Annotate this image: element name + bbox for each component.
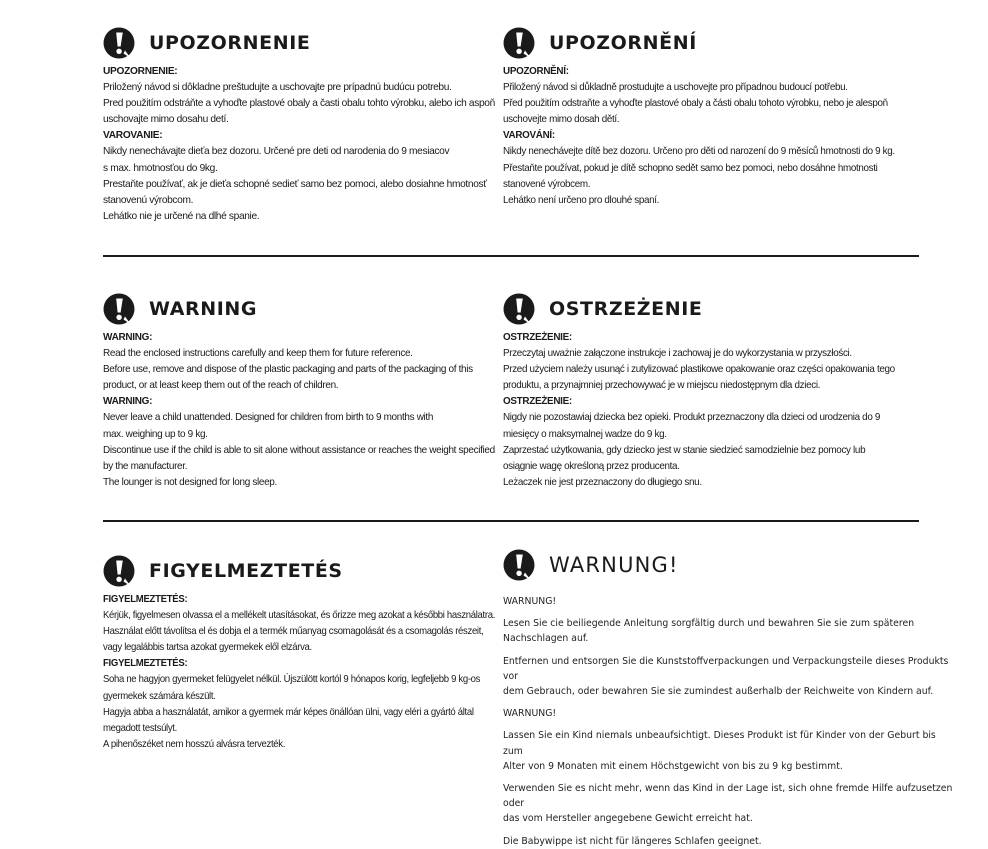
paragraph: Lesen Sie cie beiliegende Anleitung sorgfältig durch und bewahren Sie sie zum späteren Nachschlagen auf. [503, 618, 915, 645]
paragraph: A pihenőszéket nem hosszú alvásra tervezték. [103, 738, 286, 750]
warning-label: UPOZORNENIE: [103, 66, 178, 77]
exclamation-icon [503, 549, 535, 581]
paragraph: Entfernen und entsorgen Sie die Kunststoffverpackungen und Verpackungsteile dieses Produkts vor dem Gebrauch, oder bewahren Sie sie zumindest außerhalb der Reichweite von Kindern auf. [503, 655, 949, 698]
warning-label: FIGYELMEZTETÉS: [103, 658, 188, 670]
paragraph: Leżaczek nie jest przeznaczony do długiego snu. [503, 476, 702, 488]
section-title: UPOZORNENIE [149, 32, 311, 54]
paragraph: Nigdy nie pozostawiaj dziecka bez opieki. Produkt przeznaczony dla dzieci od urodzenia do 9 miesięcy o maksymalnej wadze do 9 kg. [503, 412, 881, 440]
section-heading [103, 556, 523, 586]
warning-text [503, 64, 895, 209]
warning-label: VAROVÁNÍ: [503, 130, 555, 142]
warning-section-sk [103, 28, 523, 225]
warning-label: WARNUNG! [503, 596, 557, 607]
paragraph: Nikdy nenechávajte dieťa bez dozoru. Určené pre deti od narodenia do 9 mesiacov s max. hmotnosťou do 9kg. [103, 146, 450, 174]
paragraph: Priložený návod si dôkladne preštudujte a uschovajte pre prípadnú budúcu potrebu. [103, 82, 452, 94]
section-heading [103, 294, 523, 324]
paragraph: Prestaňte používať, ak je dieťa schopné sedieť samo bez pomoci, alebo dosiahne hmotnosť stanovenú výrobcom. [103, 178, 487, 206]
warning-label: FIGYELMEZTETÉS: [103, 594, 188, 605]
paragraph: Read the enclosed instructions carefully and keep them for future reference. [103, 348, 413, 360]
paragraph: Kérjük, figyelmesen olvassa el a mellékelt utasításokat, és őrizze meg azokat a későbbi használatra. [103, 610, 496, 622]
paragraph: Verwenden Sie es nicht mehr, wenn das Kind in der Lage ist, sich ohne fremde Hilfe aufzusetzen oder das vom Hersteller angegebene Gewicht erreicht hat. [503, 783, 953, 825]
paragraph: Przed użyciem należy usunąć i zutylizować plastikowe opakowanie oraz części opakowania tego produktu, a przynajmniej przechowywać je w miejscu niedostępnym dla dzieci. [503, 364, 895, 392]
paragraph: Přiložený návod si důkladně prostudujte a uschovejte pro případnou budoucí potřebu. [503, 82, 848, 94]
warning-label: WARNING: [103, 396, 153, 408]
paragraph: Nikdy nenechávejte dítě bez dozoru. Určeno pro děti od narození do 9 měsíců hmotnosti do 9 kg. [503, 146, 895, 158]
paragraph: Hagyja abba a használatát, amikor a gyermek már képes önállóan ülni, vagy eléri a gyártó által megadott testsúlyt. [103, 706, 474, 734]
section-heading [503, 294, 923, 324]
paragraph: Pred použitím odstráňte a vyhoďte plastové obaly a časti obalu tohto výrobku, alebo ich aspoň uschovajte mimo dosahu detí. [103, 98, 495, 126]
paragraph: Never leave a child unattended. Designed for children from birth to 9 months with max. weighing up to 9 kg. [103, 412, 434, 440]
section-heading [503, 28, 923, 58]
paragraph: Discontinue use if the child is able to sit alone without assistance or reaches the weight specified by the manufacturer. [103, 444, 495, 472]
warning-section-pl [503, 294, 923, 491]
paragraph: Használat előtt távolítsa el és dobja el a termék műanyag csomagolását és a csomagolás részeit, vagy legalábbis tartsa azokat gyermekek elől elzárva. [103, 626, 484, 654]
warning-text [103, 64, 495, 225]
section-title: WARNING [149, 298, 258, 320]
section-title: UPOZORNĚNÍ [549, 32, 697, 54]
paragraph: Przeczytaj uważnie załączone instrukcje i zachowaj je do wykorzystania w przyszłości. [503, 348, 852, 360]
section-heading [103, 28, 523, 58]
section-title: OSTRZEŻENIE [549, 298, 703, 320]
warning-label: WARNING: [103, 332, 153, 343]
paragraph: Lassen Sie ein Kind niemals unbeaufsichtigt. Dieses Produkt ist für Kinder von der Geburt bis zum Alter von 9 Monaten mit einem Höchstgewicht von bis zu 9 kg bestimmt. [503, 730, 936, 772]
warning-label: WARNUNG! [503, 708, 557, 720]
exclamation-icon [103, 27, 135, 59]
paragraph: Soha ne hagyjon gyermeket felügyelet nélkül. Újszülött kortól 9 hónapos korig, legfeljebb 9 kg-os gyermekek számára készült. [103, 674, 481, 702]
paragraph: Před použitím odstraňte a vyhoďte plastové obaly a části obalu tohoto výrobku, nebo je alespoň uschovejte mimo dosah dětí. [503, 98, 888, 126]
exclamation-icon [103, 293, 135, 325]
paragraph: Zaprzestać użytkowania, gdy dziecko jest w stanie siedzieć samodzielnie bez pomocy lub osiągnie wagę określoną przez producenta. [503, 444, 866, 472]
warning-section-cs [503, 28, 923, 209]
section-title: WARNUNG! [549, 553, 679, 577]
paragraph: Before use, remove and dispose of the plastic packaging and parts of the packaging of this product, or at least keep them out of the reach of children. [103, 364, 473, 392]
warning-label: OSTRZEŻENIE: [503, 396, 572, 408]
warning-section-hu [103, 556, 523, 753]
warning-label: UPOZORNĚNÍ: [503, 66, 569, 77]
exclamation-icon [503, 293, 535, 325]
paragraph: The lounger is not designed for long sleep. [103, 476, 277, 488]
exclamation-icon [103, 555, 135, 587]
warning-label: VAROVANIE: [103, 130, 163, 142]
divider [103, 255, 919, 257]
section-heading [503, 550, 953, 580]
paragraph: Lehátko nie je určené na dlhé spanie. [103, 210, 260, 222]
exclamation-icon [503, 27, 535, 59]
section-title: FIGYELMEZTETÉS [149, 560, 343, 582]
warning-text [103, 592, 495, 753]
warning-section-en [103, 294, 523, 491]
warning-label: OSTRZEŻENIE: [503, 332, 572, 343]
warning-text [103, 330, 495, 491]
warning-text [503, 594, 953, 849]
warning-text [503, 330, 895, 491]
paragraph: Přestaňte používat, pokud je dítě schopno sedět samo bez pomoci, nebo dosáhne hmotnosti stanovené výrobcem. [503, 162, 878, 190]
warning-section-de [503, 550, 953, 849]
paragraph: Die Babywippe ist nicht für längeres Schlafen geeignet. [503, 835, 762, 847]
divider [103, 520, 919, 522]
paragraph: Lehátko není určeno pro dlouhé spaní. [503, 194, 660, 206]
